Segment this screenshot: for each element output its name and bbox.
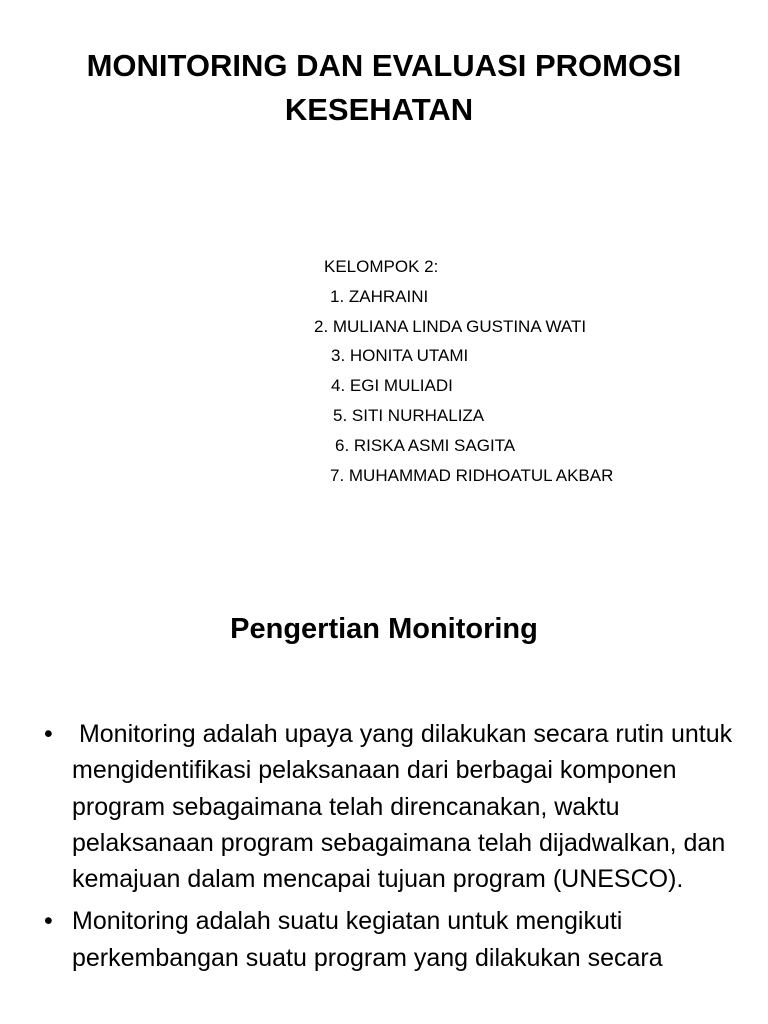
bullet-icon: • xyxy=(44,720,53,748)
member-item: 3. HONITA UTAMI xyxy=(331,346,469,366)
list-item xyxy=(42,716,742,897)
page-title xyxy=(0,44,768,132)
bullet-text: Monitoring adalah suatu kegiatan untuk mengikuti perkembangan suatu program yang dilakukan secara xyxy=(72,907,663,972)
member-item: 1. ZAHRAINI xyxy=(330,286,429,306)
member-item: 7. MUHAMMAD RIDHOATUL AKBAR xyxy=(330,465,614,485)
bullet-text: Monitoring adalah upaya yang dilakukan secara rutin untuk mengidentifikasi pelaksanaan dari berbagai komponen program sebagaimana telah direncanakan, waktu pelaksanaan program sebagaimana telah dijadwalkan, dan kemajuan dalam mencapai tujuan program (UNESCO). xyxy=(72,720,740,894)
bullet-icon: • xyxy=(44,907,53,936)
list-item xyxy=(42,903,742,976)
member-item: 4. EGI MULIADI xyxy=(331,376,453,396)
group-label: KELOMPOK 2: xyxy=(324,257,439,276)
group-members-block xyxy=(310,252,730,490)
member-item: 6. RISKA ASMI SAGITA xyxy=(335,435,516,455)
member-item: 2. MULIANA LINDA GUSTINA WATI xyxy=(314,316,587,336)
member-item: 5. SITI NURHALIZA xyxy=(333,405,485,425)
title-line-2: KESEHATAN xyxy=(284,92,474,127)
title-line-1: MONITORING DAN EVALUASI PROMOSI xyxy=(86,48,682,83)
section-heading: Pengertian Monitoring xyxy=(230,613,538,645)
bullet-list xyxy=(42,716,742,982)
